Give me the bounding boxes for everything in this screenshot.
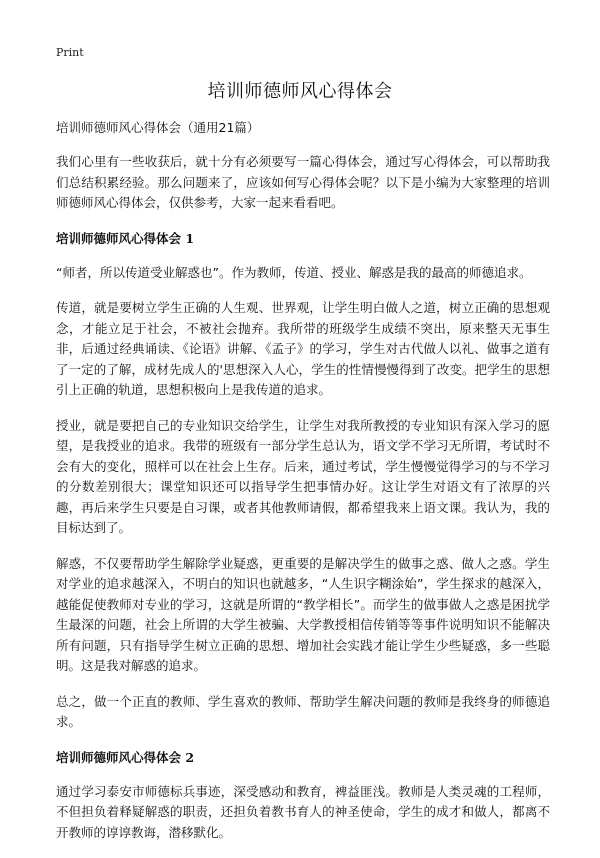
article-subtitle: 培训师德师风心得体会（通用21篇） (56, 120, 260, 135)
section-paragraph: 通过学习泰安市师德标兵事迹，深受感动和教育，裨益匪浅。教师是人类灵魂的工程师，不但担负着释疑解惑的职责，还担负着教书育人的神圣使命，学生的成才和做人，都离不开教师的谆谆教诲，潜移默化。 (56, 783, 550, 840)
section-paragraph: “师者，所以传道受业解惑也”。作为教师，传道、授业、解惑是我的最高的师德追求。 (56, 264, 532, 280)
section-paragraph: 总之，做一个正直的教师、学生喜欢的教师、帮助学生解决问题的教师是我终身的师德追求。 (56, 693, 550, 729)
section-heading: 培训师德师风心得体会 1 (56, 230, 195, 246)
intro-paragraph: 我们心里有一些收获后，就十分有必须要写一篇心得体会，通过写心得体会，可以帮助我们总结积累经验。那么问题来了，应该如何写心得体会呢？以下是小编为大家整理的培训师德师风心得体会，仅供参考，大家一起来看看吧。 (56, 154, 550, 210)
print-link[interactable]: Print (56, 46, 84, 59)
section-paragraph: 解惑，不仅要帮助学生解除学业疑惑，更重要的是解决学生的做事之惑、做人之惑。学生对学业的追求越深入，不明白的知识也就越多，“人生识字糊涂始”，学生探求的越深入，越能促使教师对专业的学习，这就是所谓的“教学相长”。而学生的做事做人之惑是困扰学生最深的问题，社会上所谓的大学生被骗、大学教授相信传销等等事件说明知识不能解决所有问题，只有指导学生树立正确的思想、增加社会实践才能让学生少些疑惑，多一些聪明。这是我对解惑的追求。 (56, 555, 550, 673)
section-paragraph: 传道，就是要树立学生正确的人生观、世界观，让学生明白做人之道，树立正确的思想观念，才能立足于社会，不被社会抛弃。我所带的班级学生成绩不突出，原来整天无事生非，后通过经典诵读、《论语》讲解、《孟子》的学习，学生对古代做人以礼、做事之道有了一定的了解，成材先成人的'思想深入人心，学生的性情慢慢得到了改变。把学生的思想引上正确的轨道，思想积极向上是我传道的追求。 (56, 300, 550, 397)
section-heading: 培训师德师风心得体会 2 (56, 749, 195, 765)
page-title: 培训师德师风心得体会 (207, 81, 393, 102)
section-paragraph: 授业，就是要把自己的专业知识交给学生，让学生对我所教授的专业知识有深入学习的愿望，是我授业的追求。我带的班级有一部分学生总认为，语文学不学习无所谓，考试时不会有大的变化，照样可以在社会上生存。后来，通过考试，学生慢慢觉得学习的与不学习的分数差别很大；课堂知识还可以指导学生把事情办好。这让学生对语文有了浓厚的兴趣，再后来学生只要是自习课，或者其他教师请假，都希望我来上语文课。我认为，我的目标达到了。 (56, 417, 550, 535)
article-body (56, 118, 550, 858)
